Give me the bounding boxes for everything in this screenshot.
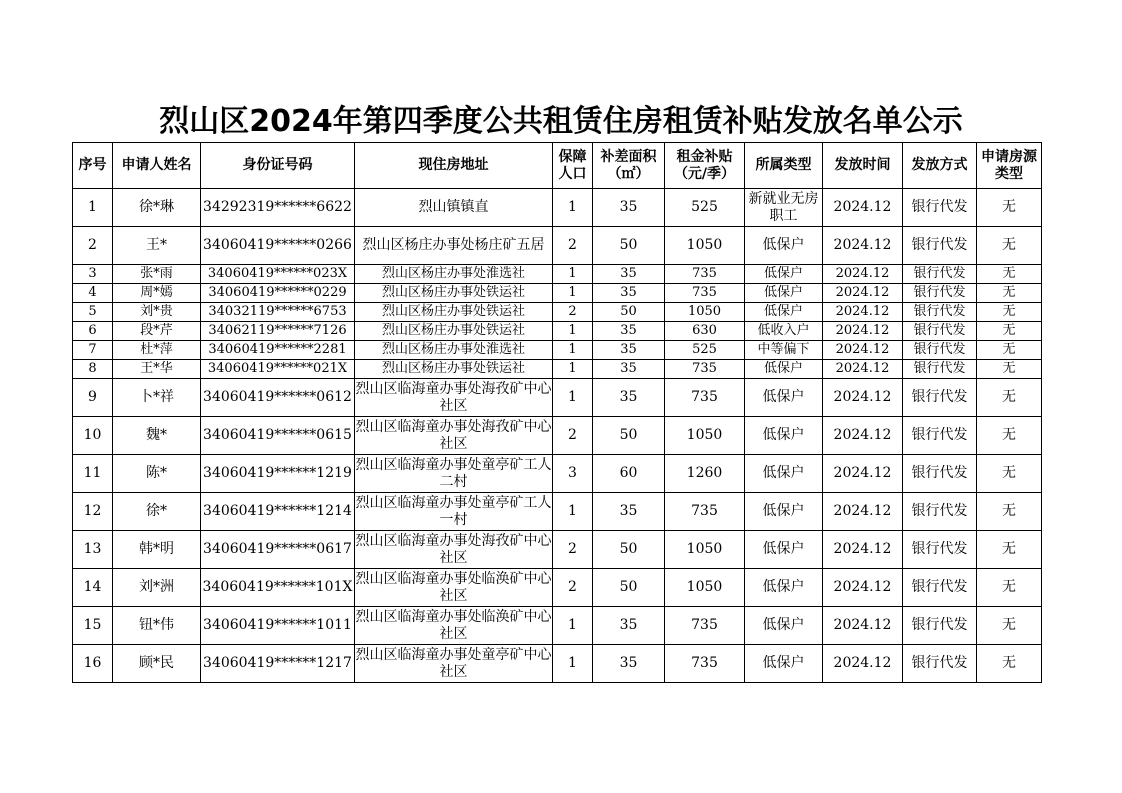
cell-no: 11 xyxy=(73,455,113,493)
column-header-subsidy: 租金补贴（元/季） xyxy=(665,143,745,189)
column-header-time: 发放时间 xyxy=(823,143,903,189)
subsidy-roster-table xyxy=(72,142,1042,683)
cell-persons: 2 xyxy=(553,227,593,265)
cell-id-number: 34060419******1219 xyxy=(201,455,355,493)
cell-type: 低保户 xyxy=(745,607,823,645)
cell-house-type: 无 xyxy=(977,607,1042,645)
cell-time: 2024.12 xyxy=(823,341,903,360)
cell-type: 新就业无房职工 xyxy=(745,189,823,227)
cell-persons: 1 xyxy=(553,341,593,360)
cell-name: 韩*明 xyxy=(113,531,201,569)
cell-house-type: 无 xyxy=(977,645,1042,683)
cell-id-number: 34292319******6622 xyxy=(201,189,355,227)
cell-address: 烈山区临海童办事处海孜矿中心社区 xyxy=(355,417,553,455)
cell-no: 1 xyxy=(73,189,113,227)
cell-persons: 1 xyxy=(553,607,593,645)
cell-no: 4 xyxy=(73,284,113,303)
cell-address: 烈山区杨庄办事处铁运社 xyxy=(355,360,553,379)
cell-house-type: 无 xyxy=(977,360,1042,379)
cell-type: 低保户 xyxy=(745,360,823,379)
cell-id-number: 34062119******7126 xyxy=(201,322,355,341)
cell-area: 35 xyxy=(593,265,665,284)
cell-name: 王*华 xyxy=(113,360,201,379)
cell-persons: 1 xyxy=(553,379,593,417)
cell-time: 2024.12 xyxy=(823,379,903,417)
cell-persons: 1 xyxy=(553,265,593,284)
table-body xyxy=(73,189,1042,683)
cell-method: 银行代发 xyxy=(903,417,977,455)
cell-time: 2024.12 xyxy=(823,531,903,569)
column-header-name: 申请人姓名 xyxy=(113,143,201,189)
cell-no: 16 xyxy=(73,645,113,683)
table-row xyxy=(73,360,1042,379)
cell-subsidy: 735 xyxy=(665,645,745,683)
cell-house-type: 无 xyxy=(977,227,1042,265)
cell-subsidy: 1050 xyxy=(665,531,745,569)
cell-type: 低保户 xyxy=(745,569,823,607)
cell-no: 14 xyxy=(73,569,113,607)
cell-subsidy: 630 xyxy=(665,322,745,341)
cell-house-type: 无 xyxy=(977,531,1042,569)
cell-type: 低收入户 xyxy=(745,322,823,341)
column-header-type: 所属类型 xyxy=(745,143,823,189)
cell-id-number: 34060419******1214 xyxy=(201,493,355,531)
cell-address: 烈山区临海童办事处童亭矿中心社区 xyxy=(355,645,553,683)
cell-type: 低保户 xyxy=(745,303,823,322)
cell-persons: 2 xyxy=(553,569,593,607)
cell-time: 2024.12 xyxy=(823,189,903,227)
cell-no: 2 xyxy=(73,227,113,265)
cell-persons: 2 xyxy=(553,417,593,455)
cell-type: 低保户 xyxy=(745,455,823,493)
cell-type: 低保户 xyxy=(745,265,823,284)
table-row xyxy=(73,189,1042,227)
cell-id-number: 34060419******021X xyxy=(201,360,355,379)
table-row xyxy=(73,322,1042,341)
cell-method: 银行代发 xyxy=(903,569,977,607)
cell-subsidy: 1050 xyxy=(665,417,745,455)
cell-persons: 1 xyxy=(553,322,593,341)
cell-subsidy: 1050 xyxy=(665,227,745,265)
cell-subsidy: 735 xyxy=(665,284,745,303)
cell-method: 银行代发 xyxy=(903,645,977,683)
cell-method: 银行代发 xyxy=(903,303,977,322)
column-header-address: 现住房地址 xyxy=(355,143,553,189)
cell-id-number: 34060419******023X xyxy=(201,265,355,284)
cell-area: 35 xyxy=(593,284,665,303)
cell-id-number: 34060419******0612 xyxy=(201,379,355,417)
cell-time: 2024.12 xyxy=(823,322,903,341)
cell-address: 烈山区临海童办事处海孜矿中心社区 xyxy=(355,379,553,417)
cell-area: 50 xyxy=(593,569,665,607)
cell-type: 低保户 xyxy=(745,645,823,683)
cell-name: 顾*民 xyxy=(113,645,201,683)
cell-type: 低保户 xyxy=(745,417,823,455)
cell-name: 张*雨 xyxy=(113,265,201,284)
cell-no: 8 xyxy=(73,360,113,379)
cell-name: 徐*琳 xyxy=(113,189,201,227)
table-row xyxy=(73,455,1042,493)
cell-id-number: 34060419******101X xyxy=(201,569,355,607)
cell-subsidy: 735 xyxy=(665,265,745,284)
page-title: 烈山区2024年第四季度公共租赁住房租赁补贴发放名单公示 xyxy=(159,104,963,139)
cell-house-type: 无 xyxy=(977,284,1042,303)
cell-address: 烈山区临海童办事处童亭矿工人一村 xyxy=(355,493,553,531)
cell-name: 段*芹 xyxy=(113,322,201,341)
cell-area: 35 xyxy=(593,189,665,227)
cell-time: 2024.12 xyxy=(823,569,903,607)
cell-house-type: 无 xyxy=(977,265,1042,284)
cell-id-number: 34060419******0266 xyxy=(201,227,355,265)
cell-no: 7 xyxy=(73,341,113,360)
column-header-house-type: 申请房源类型 xyxy=(977,143,1042,189)
cell-subsidy: 1050 xyxy=(665,303,745,322)
cell-house-type: 无 xyxy=(977,493,1042,531)
cell-id-number: 34060419******0617 xyxy=(201,531,355,569)
cell-area: 50 xyxy=(593,417,665,455)
column-header-area: 补差面积（㎡） xyxy=(593,143,665,189)
cell-time: 2024.12 xyxy=(823,284,903,303)
column-header-method: 发放方式 xyxy=(903,143,977,189)
cell-id-number: 34060419******0229 xyxy=(201,284,355,303)
table-row xyxy=(73,303,1042,322)
column-header-persons: 保障人口 xyxy=(553,143,593,189)
cell-type: 低保户 xyxy=(745,493,823,531)
cell-name: 刘*贵 xyxy=(113,303,201,322)
cell-type: 低保户 xyxy=(745,379,823,417)
cell-persons: 2 xyxy=(553,303,593,322)
cell-persons: 1 xyxy=(553,493,593,531)
cell-time: 2024.12 xyxy=(823,455,903,493)
cell-area: 35 xyxy=(593,360,665,379)
cell-time: 2024.12 xyxy=(823,303,903,322)
cell-no: 6 xyxy=(73,322,113,341)
cell-address: 烈山镇镇直 xyxy=(355,189,553,227)
cell-type: 低保户 xyxy=(745,227,823,265)
cell-house-type: 无 xyxy=(977,341,1042,360)
cell-area: 50 xyxy=(593,531,665,569)
cell-type: 低保户 xyxy=(745,284,823,303)
cell-no: 12 xyxy=(73,493,113,531)
cell-subsidy: 525 xyxy=(665,341,745,360)
cell-address: 烈山区临海童办事处临涣矿中心社区 xyxy=(355,607,553,645)
table-row xyxy=(73,341,1042,360)
table-row xyxy=(73,607,1042,645)
cell-no: 5 xyxy=(73,303,113,322)
table-row xyxy=(73,531,1042,569)
table-row xyxy=(73,417,1042,455)
cell-id-number: 34060419******1217 xyxy=(201,645,355,683)
cell-area: 35 xyxy=(593,322,665,341)
cell-no: 15 xyxy=(73,607,113,645)
cell-name: 陈* xyxy=(113,455,201,493)
cell-type: 中等偏下 xyxy=(745,341,823,360)
cell-persons: 1 xyxy=(553,645,593,683)
cell-name: 卜*祥 xyxy=(113,379,201,417)
cell-no: 9 xyxy=(73,379,113,417)
cell-address: 烈山区临海童办事处海孜矿中心社区 xyxy=(355,531,553,569)
cell-persons: 1 xyxy=(553,189,593,227)
cell-persons: 1 xyxy=(553,360,593,379)
cell-area: 35 xyxy=(593,645,665,683)
cell-area: 50 xyxy=(593,227,665,265)
cell-subsidy: 1260 xyxy=(665,455,745,493)
cell-area: 35 xyxy=(593,493,665,531)
cell-method: 银行代发 xyxy=(903,284,977,303)
column-header-id: 身份证号码 xyxy=(201,143,355,189)
cell-address: 烈山区杨庄办事处淮选社 xyxy=(355,341,553,360)
cell-time: 2024.12 xyxy=(823,607,903,645)
cell-address: 烈山区杨庄办事处铁运社 xyxy=(355,303,553,322)
cell-house-type: 无 xyxy=(977,455,1042,493)
cell-persons: 3 xyxy=(553,455,593,493)
cell-method: 银行代发 xyxy=(903,341,977,360)
cell-house-type: 无 xyxy=(977,417,1042,455)
cell-house-type: 无 xyxy=(977,322,1042,341)
cell-method: 银行代发 xyxy=(903,531,977,569)
cell-type: 低保户 xyxy=(745,531,823,569)
cell-method: 银行代发 xyxy=(903,455,977,493)
cell-method: 银行代发 xyxy=(903,322,977,341)
cell-method: 银行代发 xyxy=(903,360,977,379)
cell-subsidy: 735 xyxy=(665,379,745,417)
cell-id-number: 34060419******1011 xyxy=(201,607,355,645)
cell-area: 60 xyxy=(593,455,665,493)
cell-house-type: 无 xyxy=(977,303,1042,322)
cell-time: 2024.12 xyxy=(823,645,903,683)
table-row xyxy=(73,645,1042,683)
cell-house-type: 无 xyxy=(977,379,1042,417)
cell-name: 徐* xyxy=(113,493,201,531)
cell-time: 2024.12 xyxy=(823,493,903,531)
cell-area: 35 xyxy=(593,341,665,360)
cell-persons: 2 xyxy=(553,531,593,569)
cell-method: 银行代发 xyxy=(903,607,977,645)
cell-name: 刘*洲 xyxy=(113,569,201,607)
cell-time: 2024.12 xyxy=(823,265,903,284)
cell-house-type: 无 xyxy=(977,569,1042,607)
cell-method: 银行代发 xyxy=(903,379,977,417)
cell-subsidy: 735 xyxy=(665,493,745,531)
cell-subsidy: 735 xyxy=(665,360,745,379)
column-header-no: 序号 xyxy=(73,143,113,189)
cell-address: 烈山区杨庄办事处杨庄矿五居 xyxy=(355,227,553,265)
cell-id-number: 34060419******2281 xyxy=(201,341,355,360)
cell-id-number: 34032119******6753 xyxy=(201,303,355,322)
cell-name: 周*嫣 xyxy=(113,284,201,303)
cell-address: 烈山区临海童办事处临涣矿中心社区 xyxy=(355,569,553,607)
cell-method: 银行代发 xyxy=(903,493,977,531)
cell-name: 钮*伟 xyxy=(113,607,201,645)
table-row xyxy=(73,569,1042,607)
cell-area: 35 xyxy=(593,379,665,417)
cell-address: 烈山区杨庄办事处铁运社 xyxy=(355,322,553,341)
cell-name: 王* xyxy=(113,227,201,265)
cell-address: 烈山区杨庄办事处铁运社 xyxy=(355,284,553,303)
cell-address: 烈山区杨庄办事处淮选社 xyxy=(355,265,553,284)
cell-time: 2024.12 xyxy=(823,227,903,265)
cell-no: 3 xyxy=(73,265,113,284)
cell-time: 2024.12 xyxy=(823,360,903,379)
cell-name: 魏* xyxy=(113,417,201,455)
cell-subsidy: 735 xyxy=(665,607,745,645)
cell-persons: 1 xyxy=(553,284,593,303)
table-row xyxy=(73,265,1042,284)
table-row xyxy=(73,227,1042,265)
cell-method: 银行代发 xyxy=(903,227,977,265)
cell-time: 2024.12 xyxy=(823,417,903,455)
cell-no: 10 xyxy=(73,417,113,455)
table-row xyxy=(73,284,1042,303)
table-row xyxy=(73,379,1042,417)
cell-subsidy: 1050 xyxy=(665,569,745,607)
cell-subsidy: 525 xyxy=(665,189,745,227)
cell-method: 银行代发 xyxy=(903,189,977,227)
cell-address: 烈山区临海童办事处童亭矿工人二村 xyxy=(355,455,553,493)
cell-area: 50 xyxy=(593,303,665,322)
table-row xyxy=(73,493,1042,531)
cell-method: 银行代发 xyxy=(903,265,977,284)
cell-area: 35 xyxy=(593,607,665,645)
cell-name: 杜*萍 xyxy=(113,341,201,360)
cell-no: 13 xyxy=(73,531,113,569)
cell-house-type: 无 xyxy=(977,189,1042,227)
table-header-row xyxy=(73,143,1042,189)
cell-id-number: 34060419******0615 xyxy=(201,417,355,455)
